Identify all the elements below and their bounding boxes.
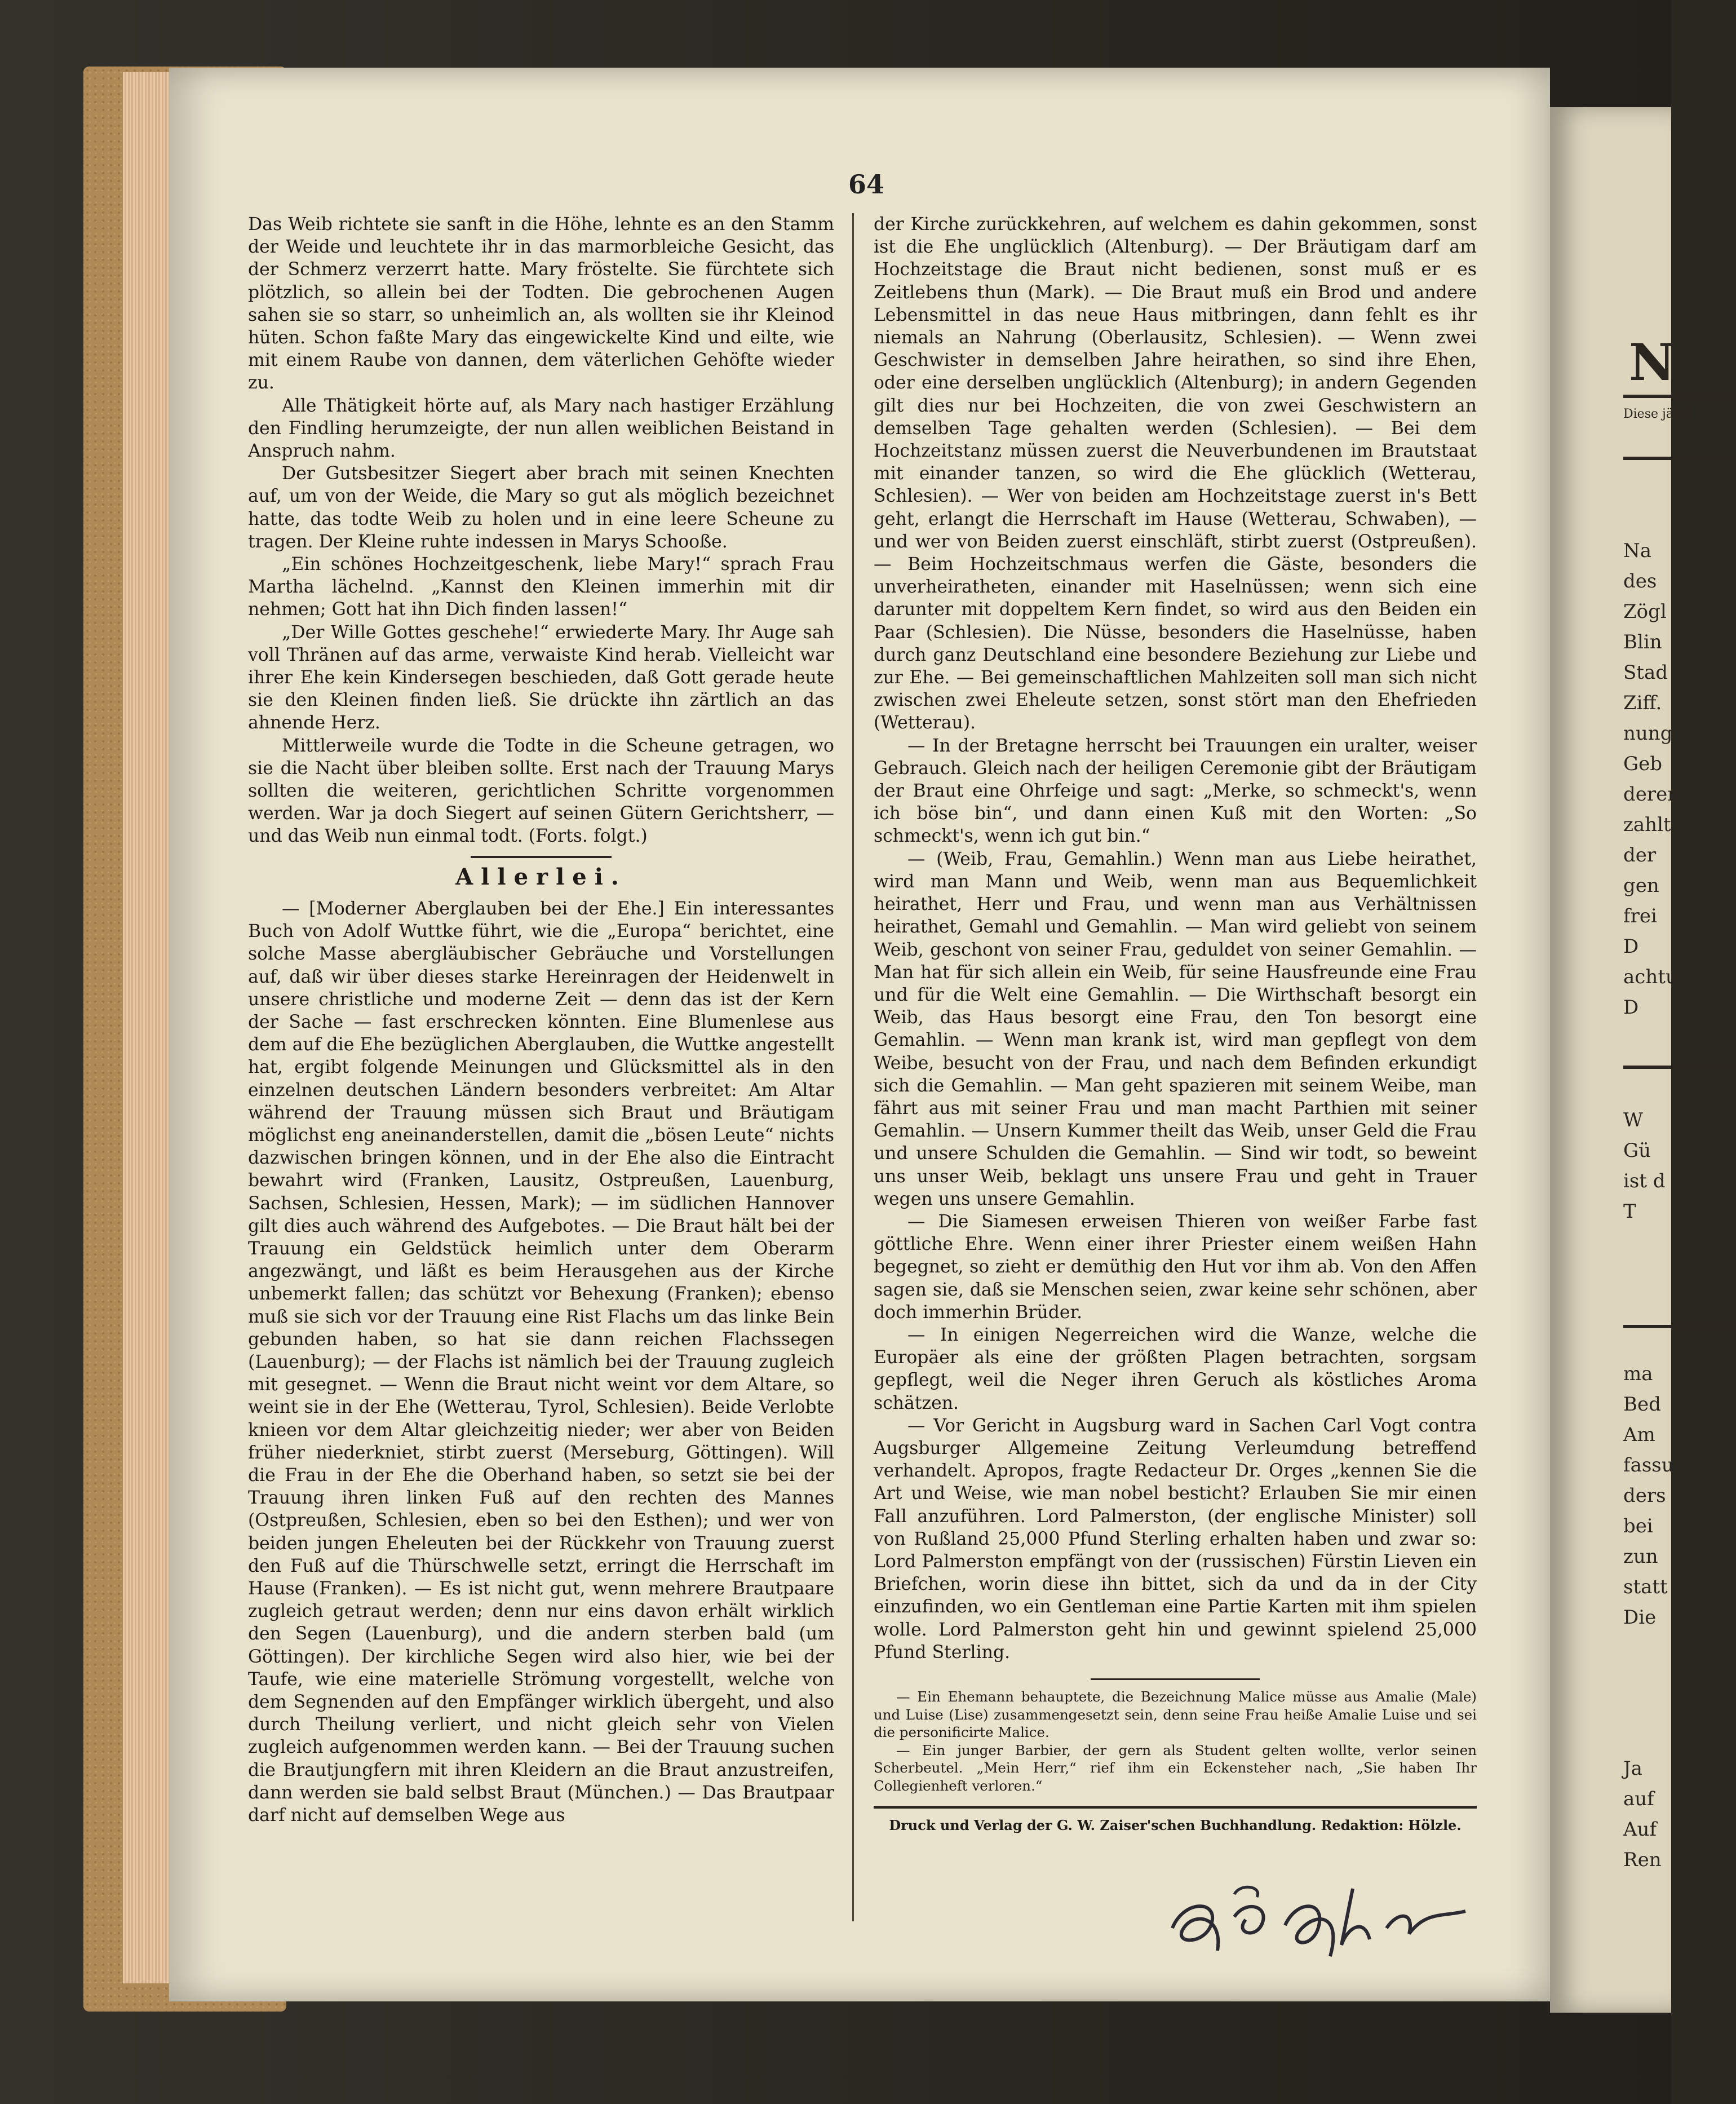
next-page-text-fragment: Na des Zögl Blin Stad Ziff. nung Geb deren zahlt der gen frei D achtu D xyxy=(1623,540,1680,1019)
story-paragraph: Alle Thätigkeit hörte auf, als Mary nach hastiger Erzählung den Findling herumzeigte, der nun allen weiblichen Beistand in Anspruch nahm. xyxy=(248,395,834,462)
next-page-text-fragment: W Gü ist d T xyxy=(1623,1109,1666,1223)
footnotes xyxy=(874,1678,1477,1794)
next-page-header-fragment: Diese jährl xyxy=(1623,407,1691,421)
next-page-text-fragment: Ja auf Auf Ren xyxy=(1623,1757,1662,1871)
imprint-rule xyxy=(874,1806,1477,1809)
left-column xyxy=(248,213,834,1827)
next-page-rule xyxy=(1623,457,1736,460)
next-page-rule xyxy=(1623,395,1736,398)
story-paragraph: „Der Wille Gottes geschehe!“ erwiederte Mary. Ihr Auge sah voll Thränen auf das arme, verwaiste Kind herab. Vielleicht war ihrer Ehe kein Kindersegen beschieden, daß Gott gerade heute sie den Kleinen finden ließ. Sie drückte ihn zärtlich an das ahnende Herz. xyxy=(248,622,834,733)
imprint: Druck und Verlag der G. W. Zaiser'schen Buchhandlung. Redaktion: Hölzle. xyxy=(889,1817,1462,1833)
next-page-fragment xyxy=(1550,107,1691,2013)
footnote: — Ein Ehemann behauptete, die Bezeichnung Malice müsse aus Amalie (Male) und Luise (Lise) zusammengesetzt sein, denn seine Frau heiße Amalie Luise und sei die personificirte Malice. xyxy=(874,1688,1477,1740)
miscellany-paragraph: — Vor Gericht in Augsburg ward in Sachen Carl Vogt contra Augsburger Allgemeine Zeitung Verleumdung betreffend verhandelt. Apropos, fragte Redacteur Dr. Orges „kennen Sie die Art und Weise, wie man nobel besticht? Erlauben Sie mir einen Fall anzuführen. Lord Palmerston, (der englische Minister) soll von Rußland 25,000 Pfund Sterling erhalten haben und zwar so: Lord Palmerston empfängt von der (russischen) Fürstin Lieven ein Briefchen, worin diese ihn bittet, sich da und da in der City einzufinden, wo ein Gentleman eine Partie Karten mit ihm spielen wolle. Lord Palmerston geht hin und gewinnt spielend 25,000 Pfund Sterling. xyxy=(874,1415,1477,1663)
column-divider xyxy=(852,213,854,1921)
story-paragraph: Mittlerweile wurde die Todte in die Scheune getragen, wo sie die Nacht über bleiben sollte. Erst nach der Trauung Marys sollten die weiteren, gerichtlichen Schritte vorgenommen werden. War ja doch Siegert auf seinen Gütern Gerichtsherr, — und das Weib nun einmal todt. (Forts. folgt.) xyxy=(248,735,834,847)
next-page-title: N xyxy=(1629,333,1676,392)
miscellany-paragraph: — (Weib, Frau, Gemahlin.) Wenn man aus Liebe heirathet, wird man Mann und Weib, wenn man aus Bequemlichkeit heirathet, Herr und Frau, und wenn man aus Verhältnissen heirathet, Gemahl und Gemahlin. — Man wird geliebt von seinem Weib, geschont von seiner Frau, geduldet von seiner Gemahlin. — Man hat für sich allein ein Weib, für seine Hausfreunde eine Frau und für die Welt eine Gemahlin. — Die Wirthschaft besorgt ein Weib, das Haus besorgt eine Frau, den Ton besorgt eine Gemahlin. — Wenn man krank ist, wird man gepflegt von dem Weibe, besucht von der Frau, und nach dem Befinden erkundigt sich die Gemahlin. — Man geht spazieren mit seinem Weibe, man fährt aus mit seiner Frau und man macht Parthien mit seiner Gemahlin. — Unsern Kummer theilt das Weib, unser Geld die Frau und unsere Schulden die Gemahlin. — Sind wir todt, so beweint uns unser Weib, beklagt uns unsere Frau und geht in Trauer wegen uns unsere Gemahlin. xyxy=(874,848,1477,1209)
miscellany-paragraph: — Die Siamesen erweisen Thieren von weißer Farbe fast göttliche Ehre. Wenn einer ihrer Priester einem weißen Hahn begegnet, so zieht er demüthig den Hut vor ihm ab. Von den Affen sagen sie, daß sie Menschen seien, zwar keine sehr schönen, aber doch immerhin Brüder. xyxy=(874,1211,1477,1323)
page-number: 64 xyxy=(848,169,885,200)
next-page-rule xyxy=(1623,1325,1736,1328)
footnote-rule xyxy=(1091,1678,1260,1680)
section-title: Allerlei. xyxy=(455,863,627,890)
right-column xyxy=(874,213,1477,1837)
next-page-text-fragment: ma Bed Am fassu ders bei zun statt Die xyxy=(1623,1363,1674,1629)
miscellany-paragraph: — In einigen Negerreichen wird die Wanze, welche die Europäer als eine der größten Plagen betrachten, sorgsam gepflegt, weil die Neger ihren Geruch als köstliches Aroma schätzen. xyxy=(874,1324,1477,1413)
miscellany-paragraph: — In der Bretagne herrscht bei Trauungen ein uralter, weiser Gebrauch. Gleich nach der heiligen Ceremonie gibt der Bräutigam der Braut eine Ohrfeige und sagt: „Merke, so schmeckt's, wenn ich böse bin“, und dann einen Kuß mit den Worten: „So schmeckt's, wenn ich gut bin.“ xyxy=(874,735,1477,847)
section-rule xyxy=(471,856,612,858)
miscellany-paragraph: — [Moderner Aberglauben bei der Ehe.] Ein interessantes Buch von Adolf Wuttke führt, wie die „Europa“ berichtet, eine solche Masse abergläubischer Gebräuche und Vorstellungen auf, daß wir über dieses starke Hereinragen der Heidenwelt in unsere christliche und moderne Zeit — denn das ist der Kern der Sache — fast erschrecken könnten. Eine Blumenlese aus dem auf die Ehe bezüglichen Aberglauben, die Wuttke angestellt hat, ergibt folgende Meinungen und Glücksmittel als in den einzelnen deutschen Ländern besonders verbreitet: Am Altar während der Trauung müssen sich Braut und Bräutigam möglichst eng aneinanderstellen, damit die „bösen Leute“ nichts dazwischen bringen können, und in der Ehe also die Eintracht bewahrt wird (Franken, Lausitz, Ostpreußen, Lauenburg, Sachsen, Schlesien, Hessen, Mark); — im südlichen Hannover gilt dies auch während des Aufgebotes. — Die Braut hält bei der Trauung ein Geldstück heimlich unter dem Oberarm angezwängt, und läßt es beim Herausgehen aus der Kirche unbemerkt fallen; das schützt vor Behexung (Franken); ebenso muß sie sich vor der Trauung eine Rist Flachs um das linke Bein gebunden haben, so hat sie dann reichen Flachssegen (Lauenburg); — der Flachs ist nämlich bei der Trauung zugleich mit gesegnet. — Wenn die Braut nicht weint vor dem Altare, so weint sie in der Ehe (Wetterau, Tyrol, Schlesien). Beide Verlobte knieen vor dem Altar gleichzeitig nieder; wer aber von Beiden früher niederkniet, stirbt zuerst (Merseburg, Göttingen). Will die Frau in der Ehe die Oberhand haben, so setzt sie bei der Trauung ihren linken Fuß auf den rechten des Mannes (Ostpreußen, Schlesien, eben so bei den Esthen); und wer von beiden jungen Eheleuten bei der Rückkehr von Trauung zuerst den Fuß auf die Thürschwelle setzt, erringt die Herrschaft im Hause (Franken). — Es ist nicht gut, wenn mehrere Brautpaare zugleich getraut werden; denn nur eins davon erhält wirklich den Segen (Lauenburg), und die andern sterben bald (um Göttingen). Der kirchliche Segen wird also hier, wie bei der Taufe, wie eine materielle Strömung vorgestellt, welche von dem Segnenden auf den Empfänger wirklich übergeht, und also durch Theilung verliert, und nicht gleich sehr von Vielen zugleich aufgenommen werden kann. — Bei der Trauung suchen die Brautjungfern mit ihren Kleidern an die Braut anzustreifen, dann werden sie bald selbst Braut (München.) — Das Brautpaar darf nicht auf demselben Wege aus xyxy=(248,898,834,1826)
story-paragraph: Das Weib richtete sie sanft in die Höhe, lehnte es an den Stamm der Weide und leuchtete ihr in das marmorbleiche Gesicht, das der Schmerz verzerrt hatte. Mary fröstelte. Sie fürchtete sich plötzlich, so allein bei der Todten. Die gebrochenen Augen sahen sie so starr, so unheimlich an, als wollten sie ihr Kleinod hüten. Schon faßte Mary das eingewickelte Kind und eilte, wie mit einem Raube von dannen, dem väterlichen Gehöfte wieder zu. xyxy=(248,214,834,394)
miscellany-paragraph: der Kirche zurückkehren, auf welchem es dahin gekommen, sonst ist die Ehe unglücklich (Altenburg). — Der Bräutigam darf am Hochzeitstage die Braut nicht bedienen, sonst muß er es Zeitlebens thun (Mark). — Die Braut muß ein Brod und andere Lebensmittel in das neue Haus mitbringen, dann fehlt es ihr niemals an Nahrung (Oberlausitz, Schlesien). — Wenn zwei Geschwister in demselben Jahre heirathen, so sind ihre Ehen, oder eine derselben unglücklich (Altenburg); in andern Gegenden gilt dies nur bei Hochzeiten, die von zwei Geschwistern an demselben Tage gehalten werden (Schlesien). — Bei dem Hochzeitstanz müssen zuerst die Neuverbundenen im Brautstaat mit einander tanzen, so wird die Ehe glücklich (Wetterau, Schlesien). — Wer von beiden am Hochzeitstage zuerst in's Bett geht, erlangt die Herrschaft im Hause (Wetterau, Schwaben), — und wer von Beiden zuerst einschläft, stirbt zuerst (Ostpreußen). — Beim Hochzeitschmaus werfen die Gäste, besonders die unverheiratheten, einander mit Haselnüssen; wenn sich eine darunter mit doppeltem Kern findet, so wird aus den Beiden ein Paar (Schlesien). Die Nüsse, besonders die Haselnüsse, haben durch ganz Deutschland eine besondere Beziehung zur Liebe und zur Ehe. — Bei gemeinschaftlichen Mahlzeiten soll man sich nicht zwischen zwei Eheleute setzen, sonst stört man den Ehefrieden (Wetterau). xyxy=(874,214,1477,733)
story-paragraph: Der Gutsbesitzer Siegert aber brach mit seinen Knechten auf, um von der Weide, die Mary so gut als möglich bezeichnet hatte, das todte Weib zu holen und in eine leere Scheune zu tragen. Der Kleine ruhte indessen in Marys Schooße. xyxy=(248,463,834,552)
next-page-rule xyxy=(1623,1066,1736,1069)
handwritten-signature xyxy=(1150,1877,1499,1962)
footnote: — Ein junger Barbier, der gern als Student gelten wollte, verlor seinen Scherbeutel. „Mein Herr,“ rief ihm ein Eckensteher nach, „Sie haben Ihr Collegienheft verloren.“ xyxy=(874,1741,1477,1794)
story-paragraph: „Ein schönes Hochzeitgeschenk, liebe Mary!“ sprach Frau Martha lächelnd. „Kannst den Kleinen immerhin mit dir nehmen; Gott hat ihn Dich finden lassen!“ xyxy=(248,554,834,620)
